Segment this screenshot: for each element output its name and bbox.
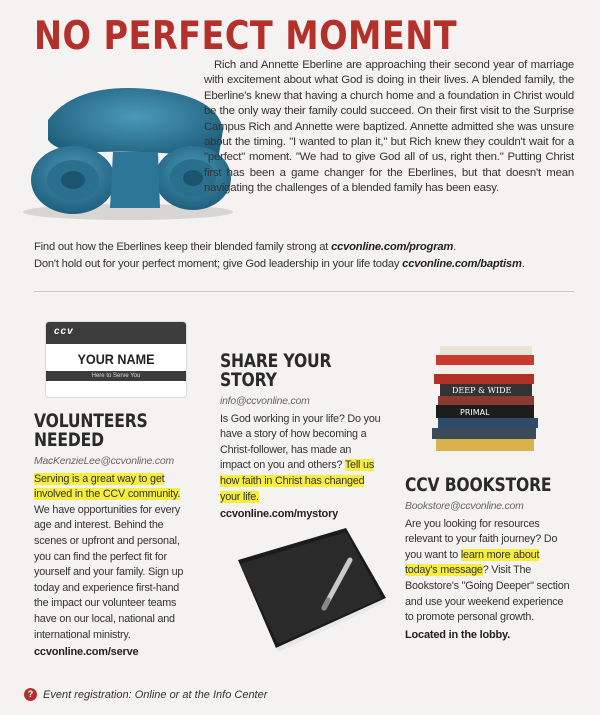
volunteers-section	[34, 412, 194, 661]
bookstore-section	[405, 476, 573, 643]
bookstore-title: CCV BOOKSTORE	[405, 474, 552, 496]
bookstore-body: Are you looking for resources relevant to your faith journey? Do you want to learn more about today's message? Visit The Bookstore's "Going Deeper" section and use your weekend experience to promote personal growth.	[405, 517, 570, 624]
share-url[interactable]: ccvonline.com/mystory	[220, 508, 339, 521]
share-email[interactable]: info@ccvonline.com	[220, 396, 310, 407]
volunteers-email[interactable]: MacKenzieLee@ccvonline.com	[34, 456, 174, 467]
share-body: Is God working in your life? Do you have a story of how becoming a Christ-follower, has made an impact on you and others? Tell us how faith in Christ has changed your life.	[220, 412, 381, 503]
badge-strip: Here to Serve You	[46, 371, 186, 381]
baptism-link[interactable]: ccvonline.com/baptism	[402, 258, 522, 270]
notebook-image	[226, 520, 391, 655]
volunteers-body: Serving is a great way to get involved in the CCV community. We have opportunities for every age and interest. Behind the scenes or upfront and personal, you can find the perfect fit for yourself and your family. Sign up today and experience first-hand the impact our volunteer teams have on our local, national and international ministry.	[34, 472, 184, 641]
book-primal: PRIMAL	[460, 408, 490, 417]
footer	[24, 688, 267, 701]
program-link-line: Find out how the Eberlines keep their blended family strong at ccvonline.com/program.	[34, 241, 457, 253]
share-section	[220, 352, 382, 523]
story-text: Rich and Annette Eberline are approaching their second year of marriage with excitement about what God is doing in their lives. A blended family, the Eberline's knew that having a church home and a foundation in Christ would be the only way their family could succeed. On their first visit to the Surprise Campus Rich and Annette were baptized. Annette admitted she was unsure about the timing. "I wanted to plan it," but Rich knew they couldn't wait for a "perfect" moment. "We had to give God all of us, right then." Putting Christ first has been a game changer for the Eberlines, but that doesn't mean navigating the challenges of a blended family has been easy.	[204, 59, 574, 195]
bookstore-highlight: learn more about today's message	[405, 548, 540, 577]
share-title-2: STORY	[220, 369, 277, 391]
footer-text: Event registration: Online or at the Info Center	[43, 688, 268, 701]
badge-logo: ccv	[46, 322, 186, 344]
share-highlight: Tell us how faith in Christ has changed your life.	[220, 459, 375, 503]
volunteers-title-2: NEEDED	[34, 429, 104, 451]
bookstore-email[interactable]: Bookstore@ccvonline.com	[405, 501, 524, 512]
book-deep-wide: DEEP & WIDE	[452, 386, 512, 395]
headline: NO PERFECT MOMENT	[34, 14, 458, 59]
question-icon: ?	[24, 688, 37, 701]
divider	[34, 291, 574, 292]
badge-name: YOUR NAME	[77, 351, 155, 367]
share-title-1: SHARE YOUR	[220, 350, 332, 372]
books-image	[418, 342, 558, 454]
name-badge-image	[46, 322, 186, 397]
story-links	[34, 239, 574, 273]
program-link[interactable]: ccvonline.com/program	[331, 241, 454, 253]
volunteers-title-1: VOLUNTEERS	[34, 410, 148, 432]
bookstore-location: Located in the lobby.	[405, 628, 510, 641]
volunteers-url[interactable]: ccvonline.com/serve	[34, 646, 139, 659]
volunteers-highlight: Serving is a great way to get involved in the CCV community.	[34, 472, 181, 501]
baptism-link-line: Don't hold out for your perfect moment; give God leadership in your life today ccvonline.com/baptism.	[34, 258, 525, 270]
